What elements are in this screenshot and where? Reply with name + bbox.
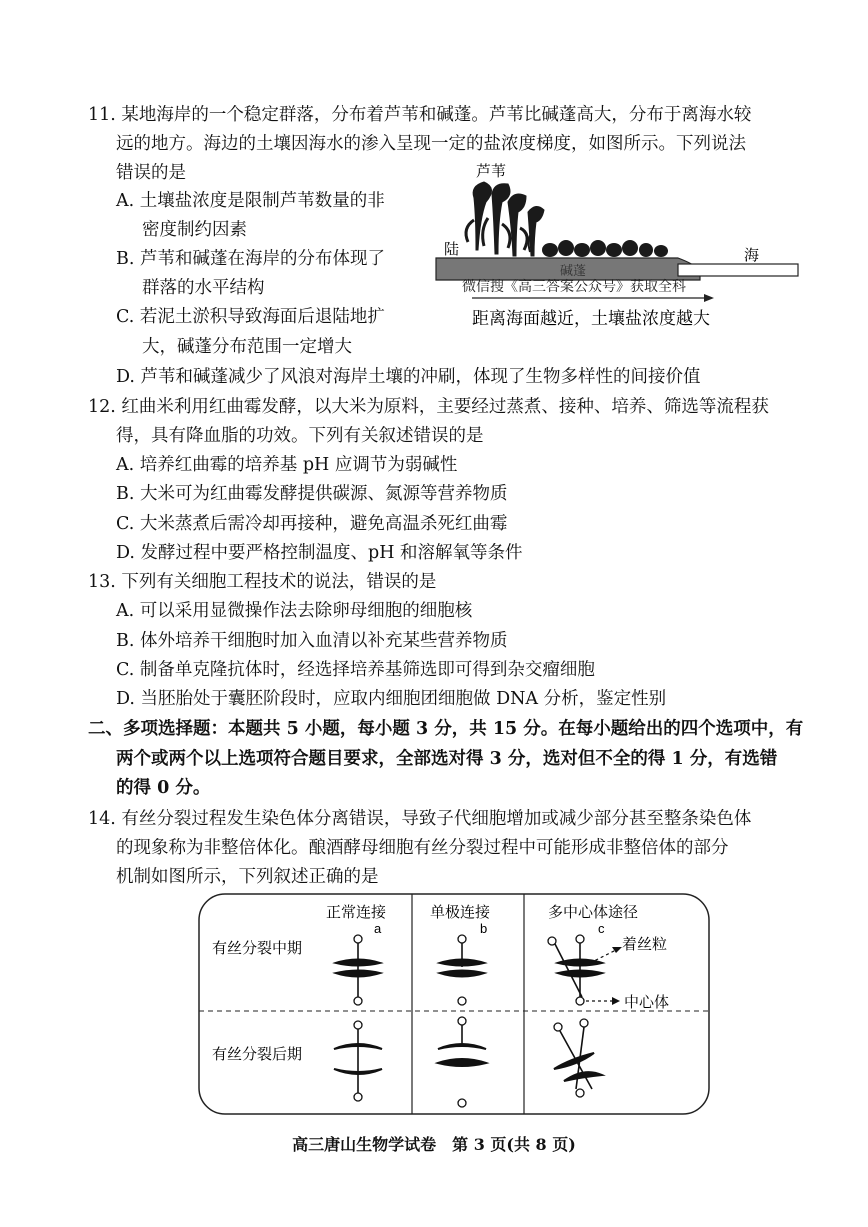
q11-option-a: A. 土壤盐浓度是限制芦苇数量的非	[116, 191, 385, 211]
col-single-label: 单极连接	[430, 904, 491, 921]
q11-option-c: C. 若泥土淤积导致海面后退陆地扩	[116, 307, 385, 327]
q12-option-a: A. 培养红曲霉的培养基 pH 应调节为弱碱性	[116, 455, 458, 475]
q11-option-c-cont: 大，碱蓬分布范围一定增大	[142, 337, 352, 357]
q14-stem-line1: 14. 有丝分裂过程发生染色体分离错误，导致子代细胞增加或减少部分甚至整条染色体	[88, 809, 752, 829]
alkali-weed-plants-icon	[542, 240, 668, 257]
q13-option-c: C. 制备单克隆抗体时，经选择培养基筛选即可得到杂交瘤细胞	[116, 660, 595, 680]
centrosome-label: 中心体	[624, 994, 670, 1011]
q13-stem: 13. 下列有关细胞工程技术的说法，错误的是	[88, 572, 437, 592]
alkali-weed-label: 碱蓬	[560, 263, 587, 278]
q13-option-d: D. 当胚胎处于囊胚阶段时，应取内细胞团细胞做 DNA 分析，鉴定性别	[116, 689, 667, 709]
land-label: 陆	[444, 241, 460, 258]
q13-option-b: B. 体外培养干细胞时加入血清以补充某些营养物质	[116, 631, 508, 651]
q11-option-b: B. 芦苇和碱蓬在海岸的分布体现了	[116, 249, 385, 269]
row-anaphase-label: 有丝分裂后期	[212, 1046, 303, 1063]
q14-stem-line3: 机制如图所示，下列叙述正确的是	[116, 867, 379, 887]
coast-salinity-figure	[432, 158, 804, 354]
q11-option-d: D. 芦苇和碱蓬减少了风浪对海岸土壤的冲刷，体现了生物多样性的间接价值	[116, 367, 701, 387]
q12-stem-line1: 12. 红曲米利用红曲霉发酵，以大米为原料，主要经过蒸煮、接种、培养、筛选等流程获	[88, 397, 769, 417]
reed-label: 芦苇	[476, 163, 507, 180]
label-c: c	[598, 921, 605, 936]
figure-caption: 距离海面越近，土壤盐浓度越大	[472, 309, 710, 329]
sea-label: 海	[744, 247, 760, 264]
label-b: b	[480, 921, 488, 936]
section2-header-line3: 的得 0 分。	[116, 778, 211, 798]
q12-option-d: D. 发酵过程中要严格控制温度、pH 和溶解氧等条件	[116, 543, 523, 563]
q11-stem-line1: 11. 某地海岸的一个稳定群落，分布着芦苇和碱蓬。芦苇比碱蓬高大，分布于离海水较	[88, 105, 752, 125]
q13-option-a: A. 可以采用显微操作法去除卵母细胞的细胞核	[116, 601, 473, 621]
q12-stem-line2: 得，具有降血脂的功效。下列有关叙述错误的是	[116, 426, 484, 446]
q14-stem-line2: 的现象称为非整倍体化。酿酒酵母细胞有丝分裂过程中可能形成非整倍体的部分	[116, 838, 729, 858]
section2-header-line2: 两个或两个以上选项符合题目要求，全部选对得 3 分，选对但不全的得 1 分，有选错	[116, 749, 778, 769]
watermark-text: 微信搜《高三答案公众号》获取全科	[462, 278, 686, 294]
col-multi-label: 多中心体途径	[548, 904, 639, 921]
kinetochore-label: 着丝粒	[622, 936, 668, 953]
label-a: a	[374, 921, 382, 936]
page-footer: 高三唐山生物学试卷 第 3 页(共 8 页)	[292, 1135, 576, 1154]
q11-stem-line2: 远的地方。海边的土壤因海水的渗入呈现一定的盐浓度梯度，如图所示。下列说法	[116, 134, 746, 154]
col-normal-label: 正常连接	[326, 904, 387, 921]
q12-option-c: C. 大米蒸煮后需冷却再接种，避免高温杀死红曲霉	[116, 514, 508, 534]
mitosis-mechanism-figure	[198, 893, 710, 1115]
reed-plants-icon	[466, 182, 544, 256]
section2-header-line1: 二、多项选择题：本题共 5 小题，每小题 3 分，共 15 分。在每小题给出的四个选项中，有	[88, 719, 804, 739]
q11-option-b-cont: 群落的水平结构	[142, 278, 265, 298]
q12-option-b: B. 大米可为红曲霉发酵提供碳源、氮源等营养物质	[116, 484, 508, 504]
row-metaphase-label: 有丝分裂中期	[212, 940, 303, 957]
q11-option-a-cont: 密度制约因素	[142, 220, 247, 240]
arrow-head-icon	[704, 294, 714, 302]
sea-band	[678, 264, 798, 276]
q11-stem-line3: 错误的是	[116, 163, 186, 183]
